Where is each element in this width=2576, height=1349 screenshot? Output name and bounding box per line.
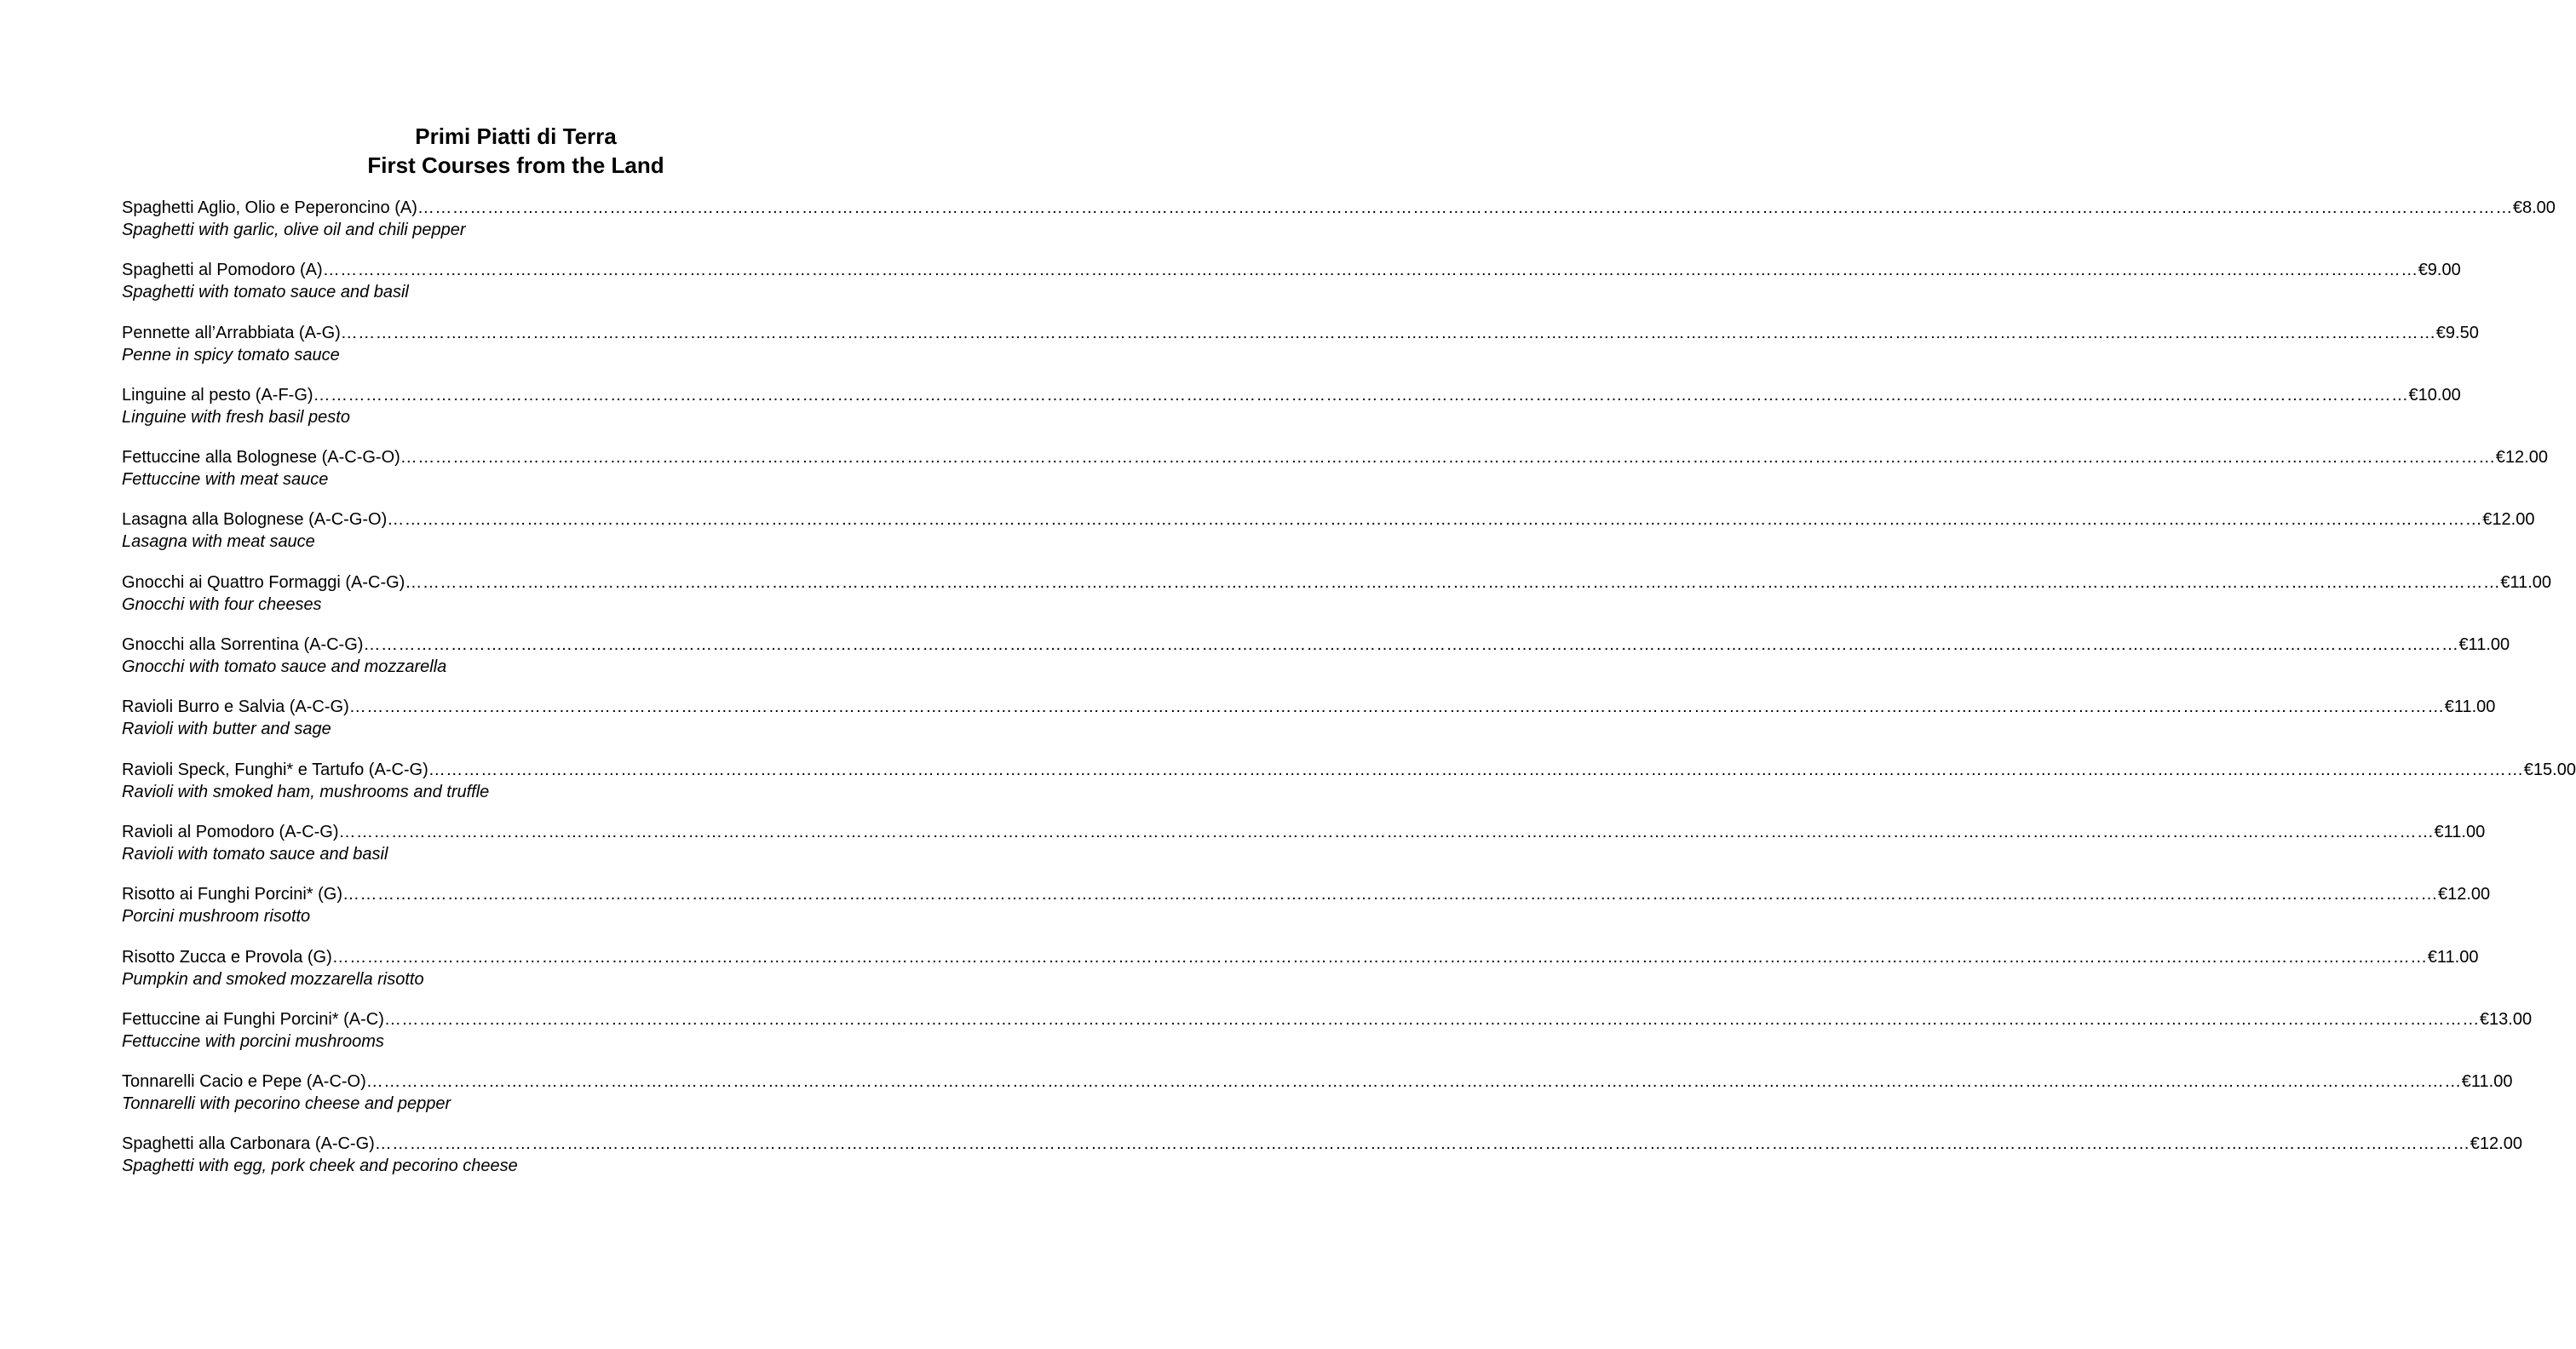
dish-description: Fettuccine with meat sauce [122,470,329,490]
dish-price: €12.00 [2437,885,2491,904]
menu-item [122,197,2556,259]
dish-price: €11.00 [2427,947,2479,967]
dish-description: Pumpkin and smoked mozzarella risotto [122,969,424,989]
menu-item-line [122,696,2496,718]
menu-item-line [122,1071,2513,1093]
menu-item-line [122,634,2510,656]
dish-description: Penne in spicy tomato sauce [122,345,340,365]
dish-price: €12.00 [2482,510,2535,530]
menu-item [122,384,2461,446]
dish-name: Gnocchi alla Sorrentina (A-C-G) [122,635,364,655]
dot-leader: ……………………………………………………………………………………………………………………………………………………………………………………………………………………………………………………………………………………………………………………………… [400,448,2496,468]
dish-price: €11.00 [2500,572,2552,592]
dish-price: €9.00 [2418,261,2461,280]
dish-name: Gnocchi ai Quattro Formaggi (A-C-G) [122,572,405,592]
dish-description: Spaghetti with egg, pork cheek and pecorino cheese [122,1157,518,1176]
dot-leader: ……………………………………………………………………………………………………………………………………………………………………………………………………………………………………………………………………………………………………………………………… [383,1009,2480,1029]
menu-item-line [122,571,2552,594]
dish-name: Risotto Zucca e Provola (G) [122,947,332,967]
dish-price: €12.00 [2495,448,2548,468]
menu-item-line [122,322,2479,344]
menu-item [122,1071,2513,1133]
dish-price: €12.00 [2470,1134,2522,1154]
menu-item-line [122,508,2535,531]
menu-item-line [122,384,2461,406]
menu-list [122,197,2576,1196]
dot-leader: ……………………………………………………………………………………………………………………………………………………………………………………………………………………………………………………………………………………………………………………………… [374,1134,2470,1154]
menu-item-line [122,197,2556,219]
dish-price: €11.00 [2434,822,2486,841]
menu-item [122,883,2491,945]
dot-leader: ……………………………………………………………………………………………………………………………………………………………………………………………………………………………………………………………………………………………………………………………… [340,323,2436,342]
dot-leader: ……………………………………………………………………………………………………………………………………………………………………………………………………………………………………………………………………………………………………………………………… [331,947,2428,967]
dish-name: Pennette all’Arrabbiata (A-G) [122,323,341,342]
menu-header [0,122,1032,180]
menu-item-line [122,883,2491,905]
dish-description: Tonnarelli with pecorino cheese and pepper [122,1094,451,1114]
dot-leader: ……………………………………………………………………………………………………………………………………………………………………………………………………………………………………………………………………………………………………………………………… [322,261,2418,280]
dish-description: Linguine with fresh basil pesto [122,407,350,427]
dish-description: Fettuccine with porcini mushrooms [122,1031,384,1051]
menu-item [122,1133,2522,1195]
dish-name: Fettuccine alla Bolognese (A-C-G-O) [122,448,400,468]
dish-description: Ravioli with tomato sauce and basil [122,844,388,864]
page-title-italian: Primi Piatti di Terra [415,123,617,149]
menu-item-line [122,1008,2533,1030]
menu-item [122,571,2552,634]
menu-item-line [122,259,2461,281]
menu-item [122,634,2510,696]
dish-description: Lasagna with meat sauce [122,532,315,552]
dish-name: Tonnarelli Cacio e Pepe (A-C-O) [122,1072,366,1092]
dish-name: Ravioli al Pomodoro (A-C-G) [122,822,339,841]
menu-item-line [122,821,2486,843]
menu-item [122,508,2535,571]
dot-leader: ……………………………………………………………………………………………………………………………………………………………………………………………………………………………………………………………………………………………………………………………… [365,1072,2462,1092]
dish-description: Gnocchi with four cheeses [122,594,322,614]
dot-leader: ……………………………………………………………………………………………………………………………………………………………………………………………………………………………………………………………………………………………………………………………… [342,885,2438,904]
dish-name: Risotto ai Funghi Porcini* (G) [122,885,342,904]
dish-description: Spaghetti with tomato sauce and basil [122,283,409,302]
dot-leader: ……………………………………………………………………………………………………………………………………………………………………………………………………………………………………………………………………………………………………………………………… [313,385,2409,405]
menu-item [122,946,2479,1008]
dish-price: €11.00 [2444,697,2496,717]
dish-description: Porcini mushroom risotto [122,907,311,927]
dish-description: Ravioli with butter and sage [122,720,331,739]
dish-name: Ravioli Burro e Salvia (A-C-G) [122,697,349,717]
menu-item [122,446,2548,508]
dish-name: Ravioli Speck, Funghi* e Tartufo (A-C-G) [122,760,428,779]
dish-price: €11.00 [2461,1072,2513,1092]
dish-price: €10.00 [2408,385,2461,405]
dish-description: Ravioli with smoked ham, mushrooms and truffle [122,782,490,801]
menu-item-line [122,759,2576,781]
dot-leader: ……………………………………………………………………………………………………………………………………………………………………………………………………………………………………………………………………………………………………………………………… [417,198,2513,217]
dot-leader: ……………………………………………………………………………………………………………………………………………………………………………………………………………………………………………………………………………………………………………………………… [428,760,2524,779]
menu-item [122,259,2461,321]
dish-description: Spaghetti with garlic, olive oil and chili pepper [122,221,466,239]
dish-price: €9.50 [2435,323,2479,342]
dish-name: Linguine al pesto (A-F-G) [122,385,313,405]
menu-item-line [122,946,2479,968]
menu-item [122,322,2479,384]
page-title-english: First Courses from the Land [367,152,664,178]
menu-item [122,759,2576,821]
dish-price: €8.00 [2512,198,2556,217]
dish-price: €11.00 [2458,635,2510,655]
dish-name: Spaghetti al Pomodoro (A) [122,261,323,280]
menu-item [122,696,2496,758]
dot-leader: ……………………………………………………………………………………………………………………………………………………………………………………………………………………………………………………………………………………………………………………………… [348,697,2445,717]
menu-item [122,1008,2533,1071]
dish-name: Lasagna alla Bolognese (A-C-G-O) [122,510,388,530]
dot-leader: ……………………………………………………………………………………………………………………………………………………………………………………………………………………………………………………………………………………………………………………………… [405,572,2501,592]
dish-name: Spaghetti alla Carbonara (A-C-G) [122,1134,375,1154]
dish-name: Spaghetti Aglio, Olio e Peperoncino (A) [122,198,417,217]
dot-leader: ……………………………………………………………………………………………………………………………………………………………………………………………………………………………………………………………………………………………………………………………… [387,510,2483,530]
dish-price: €15.00 [2523,760,2576,779]
menu-item [122,821,2486,883]
dish-description: Gnocchi with tomato sauce and mozzarella [122,657,447,677]
menu-item-line [122,446,2548,468]
menu-item-line [122,1133,2522,1155]
dot-leader: ……………………………………………………………………………………………………………………………………………………………………………………………………………………………………………………………………………………………………………………………… [338,822,2435,841]
dot-leader: ……………………………………………………………………………………………………………………………………………………………………………………………………………………………………………………………………………………………………………………………… [363,635,2459,655]
dish-price: €13.00 [2479,1009,2533,1029]
dish-name: Fettuccine ai Funghi Porcini* (A-C) [122,1009,384,1029]
